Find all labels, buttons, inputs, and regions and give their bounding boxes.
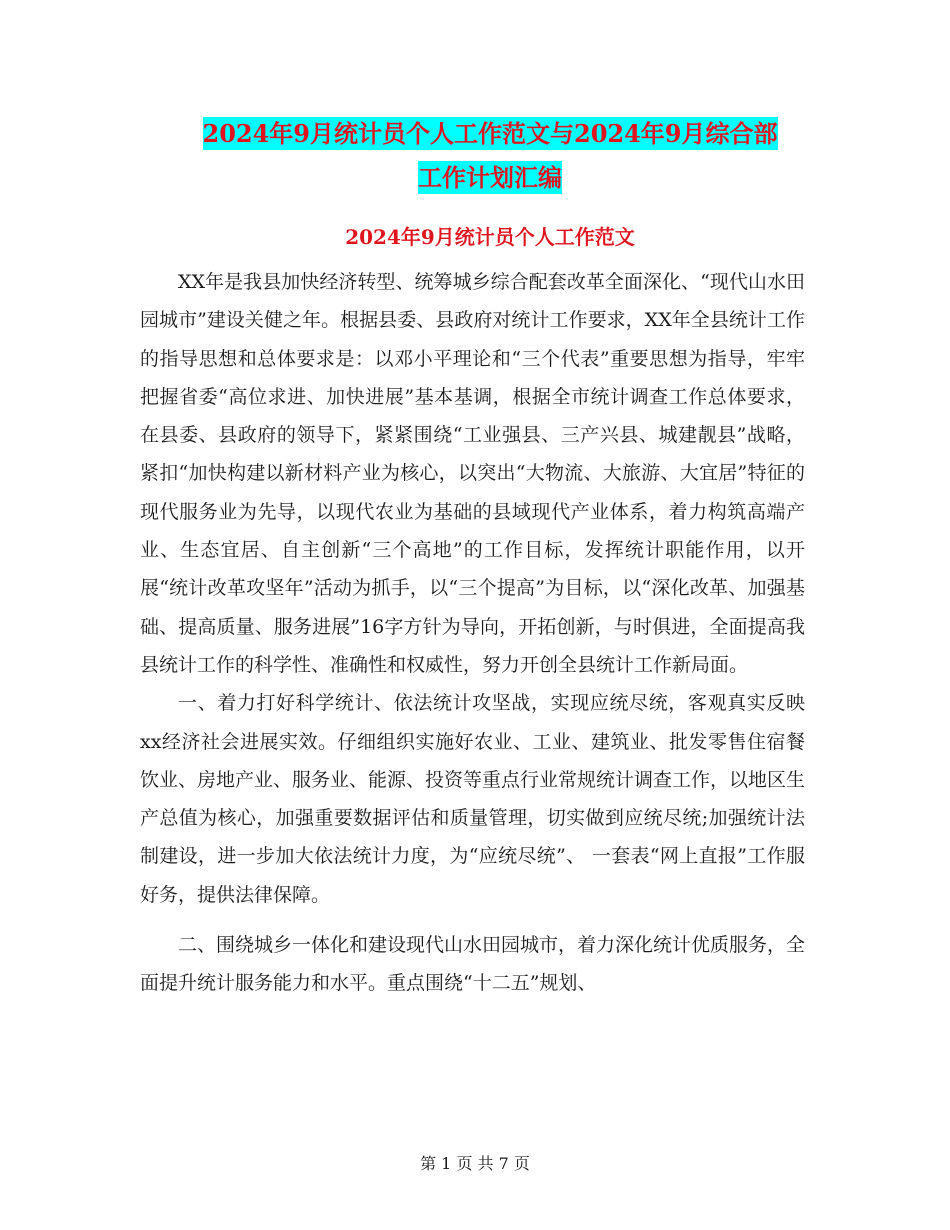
title-line-1: 2024年9月统计员个人工作范文与2024年9月综合部	[202, 119, 778, 148]
title-line-2: 工作计划汇编	[418, 163, 562, 192]
paragraph-intro: XX年是我县加快经济转型、统筹城乡综合配套改革全面深化、“现代山水田园城市”建设关健之年。根据县委、县政府对统计工作要求，XX年全县统计工作的指导思想和总体要求是：以邓小平理论和“三个代表”重要思想为指导，牢牢把握省委“高位求进、加快进展”基本基调，根据全市统计调查工作总体要求，在县委、县政府的领导下，紧紧围绕“工业强县、三产兴县、城建靓县”战略，紧扣“加快构建以新材料产业为核心，以突出“大物流、大旅游、大宜居”特征的现代服务业为先导，以现代农业为基础的县域现代产业体系，着力构筑高端产业、生态宜居、自主创新“三个高地”的工作目标，发挥统计职能作用，以开展“统计改革攻坚年”活动为抓手，以“三个提高”为目标，以“深化改革、加强基础、提高质量、服务进展”16字方针为导向，开拓创新，与时俱进，全面提高我县统计工作的科学性、准确性和权威性，努力开创全县统计工作新局面。	[140, 271, 805, 676]
paragraph-point-2: 二、围绕城乡一体化和建设现代山水田园城市，着力深化统计优质服务，全面提升统计服务能力和水平。重点围绕“十二五”规划、	[140, 934, 806, 995]
document-title	[140, 112, 840, 200]
section-title: 2024年9月统计员个人工作范文	[345, 225, 635, 249]
document-body	[140, 263, 805, 1003]
paragraph-point-1: 一、着力打好科学统计、依法统计攻坚战，实现应统尽统，客观真实反映xx经济社会进展实效。仔细组织实施好农业、工业、建筑业、批发零售住宿餐饮业、房地产业、服务业、能源、投资等重点行业常规统计调查工作，以地区生产总值为核心，加强重要数据评估和质量管理，切实做到应统尽统;加强统计法制建设，进一步加大依法统计力度，为“应统尽统”、 一套表“网上直报”工作服好务，提供法律保障。	[140, 692, 806, 906]
page-number-footer: 第 1 页 共 7 页	[420, 1154, 530, 1173]
